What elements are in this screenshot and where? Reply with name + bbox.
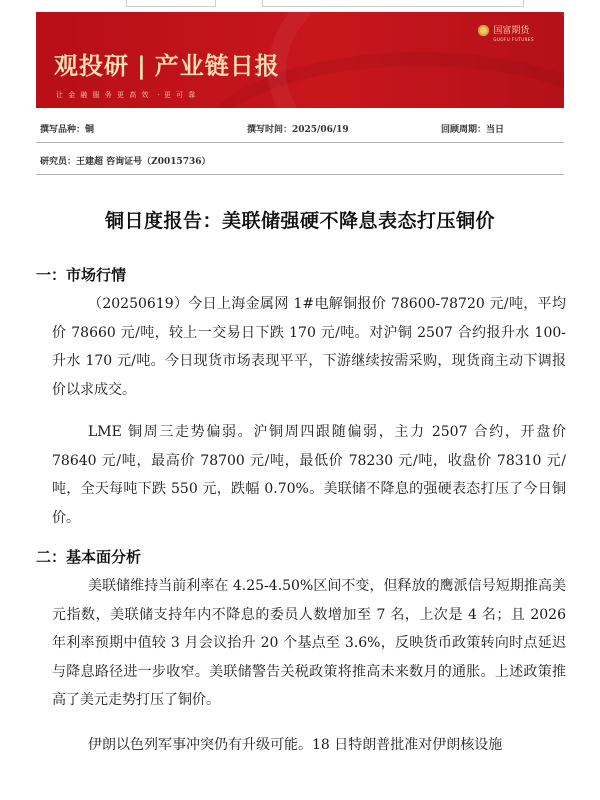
banner-title-left: 观投研 xyxy=(54,52,129,80)
paragraph: （20250619）今日上海金属网 1#电解铜报价 78600-78720 元/吨，平均价 78660 元/吨，较上一交易日下跌 170 元/吨。对沪铜 2507 合约报升水 100-升水 170 元/吨。今日现货市场表现平平，下游继续按需采购，现货商主动下调报价以求成交。 xyxy=(52,296,566,398)
company-logo xyxy=(478,18,534,42)
logo-icon xyxy=(478,25,489,36)
brand-name: 国富期货 xyxy=(493,26,530,36)
top-frame-left xyxy=(126,0,216,7)
meta-period: 回顾周期：当日 xyxy=(441,125,505,135)
meta-date: 撰写时间：2025/06/19 xyxy=(247,125,349,135)
divider xyxy=(36,174,564,175)
section-heading: 二：基本面分析 xyxy=(36,548,142,566)
banner-title-right: 产业链日报 xyxy=(154,52,280,80)
report-title: 铜日度报告：美联储强硬不降息表态打压铜价 xyxy=(104,210,495,232)
banner-title-separator: | xyxy=(137,52,147,80)
paragraph: 美联储维持当前利率在 4.25-4.50%区间不变，但释放的鹰派信号短期推高美元指数，美联储支持年内不降息的委员人数增加至 7 名，上次是 4 名；且 2026 年利率预期中值较 3 月会议抬升 20 个基点至 3.6%，反映货币政策转向时点延迟与降息路径进一步收窄。美联储警告关税政策将推高未来数月的通胀。上述政策推高了美元走势打压了铜价。 xyxy=(52,578,566,708)
report-banner xyxy=(36,12,564,108)
paragraph: 伊朗以色列军事冲突仍有升级可能。18 日特朗普批准对伊朗核设施 xyxy=(88,737,503,753)
banner-slogan xyxy=(56,90,200,100)
meta-researcher: 研究员：王建超 咨询证号（Z0015736） xyxy=(40,157,211,167)
banner-title xyxy=(54,46,280,81)
brand-sub: GUOFU FUTURES xyxy=(493,37,534,42)
slogan-left: 让金融服务更高效 xyxy=(56,91,154,99)
slogan-right: 更可靠 xyxy=(163,91,201,99)
meta-variety: 撰写品种：铜 xyxy=(40,125,95,135)
top-frame-right xyxy=(262,0,524,7)
slogan-separator: · xyxy=(157,91,160,99)
section-heading: 一：市场行情 xyxy=(36,266,127,284)
paragraph: LME 铜周三走势偏弱。沪铜周四跟随偏弱，主力 2507 合约，开盘价 78640 元/吨，最高价 78700 元/吨，最低价 78230 元/吨，收盘价 78310 元/吨，全天每吨下跌 550 元，跌幅 0.70%。美联储不降息的强硬表态打压了今日铜价。 xyxy=(52,424,566,526)
divider xyxy=(36,142,564,143)
